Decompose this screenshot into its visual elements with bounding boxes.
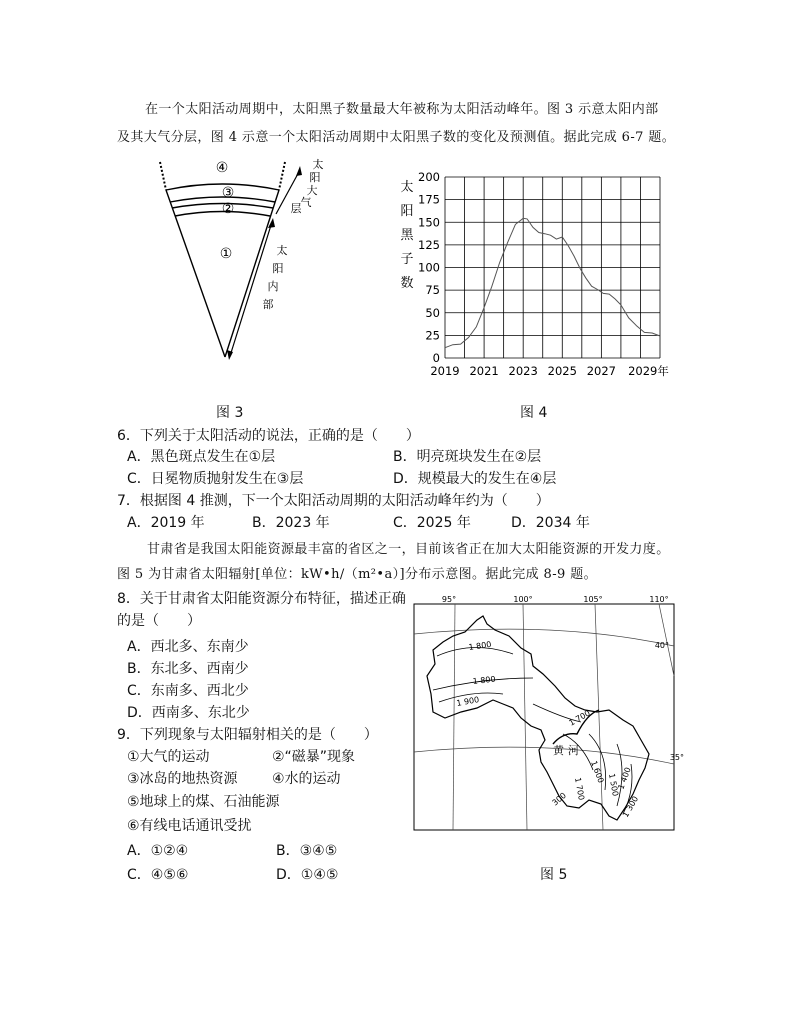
- fig4-ylabel-char-3: 黑: [400, 228, 414, 243]
- fig4-x-tick-label: 2025: [547, 364, 577, 378]
- q9-option-c: C．④⑤⑥: [127, 867, 189, 883]
- q8-option-c: C．东南多、西北少: [127, 683, 249, 699]
- q7-stem: 7．根据图 4 推测，下一个太阳活动周期的太阳活动峰年约为（ ）: [117, 493, 550, 509]
- q9-item-5: ⑤地球上的煤、石油能源: [127, 794, 280, 810]
- q8-option-a: A．西北多、东南少: [127, 639, 249, 655]
- fig3-layer-4: ④: [215, 160, 229, 176]
- fig5-lon-110: 110°: [649, 595, 669, 604]
- fig4-x-tick-labels: [430, 364, 669, 378]
- fig3-atm-char-5: 层: [290, 202, 302, 215]
- fig4-y-tick-label: 200: [418, 170, 440, 184]
- fig5-label-1700: 1 700: [567, 708, 592, 728]
- fig5-label-300: 300: [550, 790, 568, 808]
- fig3-atm-char-4: 气: [300, 196, 312, 209]
- fig3-dotted-right: [279, 162, 285, 190]
- fig5-label-1300: 1 300: [620, 794, 641, 819]
- q9-option-a: A．①②④: [127, 843, 189, 859]
- fig4-y-tick-label: 125: [418, 237, 440, 252]
- fig4-y-tick-label: 75: [425, 283, 440, 298]
- fig3-atm-char-1: 太: [312, 158, 324, 171]
- fig3-int-char-3: 内: [267, 280, 279, 293]
- fig3-atm-char-2: 阳: [309, 171, 321, 184]
- fig5-label-1800-a: 1 800: [468, 639, 492, 652]
- q6-option-c: C．日冕物质抛射发生在③层: [127, 471, 304, 487]
- q7-option-b: B．2023 年: [252, 515, 330, 531]
- fig3-layer-1: ①: [219, 246, 233, 262]
- fig4-ylabel-char-1: 太: [400, 180, 414, 195]
- q9-option-d: D．①④⑤: [276, 867, 339, 883]
- q8-stem-line-1: 8．关于甘肃省太阳能资源分布特征，描述正确: [117, 591, 406, 607]
- q6-option-b: B．明亮斑块发生在②层: [393, 449, 542, 465]
- fig5-label-1400: 1 400: [616, 766, 633, 791]
- q6-option-d: D．规模最大的发生在④层: [393, 471, 557, 487]
- figure-5-caption: 图 5: [540, 867, 568, 883]
- q7-option-c: C．2025 年: [393, 515, 471, 531]
- fig3-int-char-2: 阳: [272, 262, 284, 275]
- fig3-interior-arrow-line: [230, 222, 272, 356]
- figure-5-gansu-map: [413, 594, 685, 832]
- fig4-x-tick-label: 2019: [430, 364, 460, 378]
- fig4-x-tick-label: 2023: [508, 364, 538, 378]
- fig4-ylabel-char-4: 子: [400, 252, 414, 267]
- fig5-river-char-2: 河: [568, 744, 579, 757]
- fig4-y-tick-label: 100: [418, 260, 440, 275]
- fig4-ylabel-char-5: 数: [400, 276, 414, 291]
- fig4-series-line: [445, 218, 660, 347]
- q8-option-b: B．东北多、西南少: [127, 661, 249, 677]
- q9-item-1: ①大气的运动: [127, 749, 210, 765]
- fig5-lon-100: 100°: [513, 595, 533, 604]
- fig4-x-tick-label: 2029年: [628, 364, 669, 378]
- q8-stem-line-2: 的是（ ）: [117, 613, 201, 629]
- fig3-layer-2: ②: [221, 201, 235, 217]
- fig4-ylabel-char-2: 阳: [400, 204, 414, 219]
- fig3-atm-char-3: 大: [306, 184, 318, 197]
- fig5-lon-95: 95°: [441, 595, 457, 604]
- q6-stem: 6．下列关于太阳活动的说法，正确的是（ ）: [117, 428, 420, 444]
- intro-line-2: 及其大气分层，图 4 示意一个太阳活动周期中太阳黑子数的变化及预测值。据此完成 6-7 题。: [117, 130, 676, 145]
- intro2-line-2: 图 5 为甘肃省太阳辐射[单位：kW•h/（m²•a）]分布示意图。据此完成 8-9 题。: [117, 567, 597, 582]
- q7-option-a: A．2019 年: [127, 515, 205, 531]
- fig4-x-tick-label: 2027: [586, 364, 617, 378]
- fig5-label-1700-b: 1 700: [573, 776, 586, 801]
- fig5-lat-35: 35°: [669, 753, 684, 762]
- fig4-y-tick-label: 175: [418, 192, 440, 207]
- fig3-atmosphere-arrowhead: [296, 166, 302, 176]
- q9-item-4: ④水的运动: [272, 771, 341, 787]
- fig3-layer-3: ③: [221, 185, 235, 201]
- fig5-lat-40: 40°: [654, 641, 669, 650]
- q9-item-3: ③冰岛的地热资源: [127, 771, 238, 787]
- fig3-int-char-1: 太: [276, 244, 288, 257]
- q9-option-b: B．③④⑤: [276, 843, 338, 859]
- figure-4-caption: 图 4: [520, 405, 548, 421]
- fig3-left-edge: [166, 190, 225, 357]
- fig4-x-tick-label: 2021: [469, 364, 499, 378]
- q9-stem: 9．下列现象与太阳辐射相关的是（ ）: [117, 727, 378, 743]
- intro-line-1: 在一个太阳活动周期中，太阳黑子数量最大年被称为太阳活动峰年。图 3 示意太阳内部: [145, 102, 659, 117]
- fig3-dotted-left: [160, 162, 166, 190]
- fig3-int-char-4: 部: [262, 298, 274, 311]
- fig4-y-tick-labels: [418, 170, 440, 365]
- q6-option-a: A．黑色斑点发生在①层: [127, 449, 276, 465]
- fig5-label-1900: 1 900: [455, 695, 480, 708]
- fig5-river-char-1: 黄: [553, 744, 564, 757]
- q8-option-d: D．西南多、东北少: [127, 705, 250, 721]
- fig3-interior-arrowhead-bottom: [227, 350, 233, 360]
- fig4-y-tick-label: 50: [425, 305, 440, 320]
- fig5-label-1600: 1 600: [589, 759, 606, 785]
- figure-4-sunspot-chart: [395, 165, 680, 395]
- fig4-y-tick-label: 25: [425, 328, 440, 343]
- q7-option-d: D．2034 年: [511, 515, 590, 531]
- fig5-label-1500: 1 500: [607, 772, 620, 797]
- fig5-label-1800-b: 1 800: [472, 674, 496, 686]
- fig4-grid: [445, 177, 660, 358]
- fig5-lon-105: 105°: [583, 595, 603, 604]
- q9-item-6: ⑥有线电话通讯受扰: [127, 818, 252, 834]
- fig4-y-tick-label: 150: [418, 215, 440, 230]
- q9-item-2: ②“磁暴”现象: [272, 749, 356, 765]
- fig4-y-tick-label: 0: [432, 351, 440, 365]
- figure-3-caption: 图 3: [216, 405, 244, 421]
- intro2-line-1: 甘肃省是我国太阳能资源最丰富的省区之一，目前该省正在加大太阳能资源的开发力度。: [147, 542, 670, 557]
- figure-3-sun-layers: [150, 150, 330, 370]
